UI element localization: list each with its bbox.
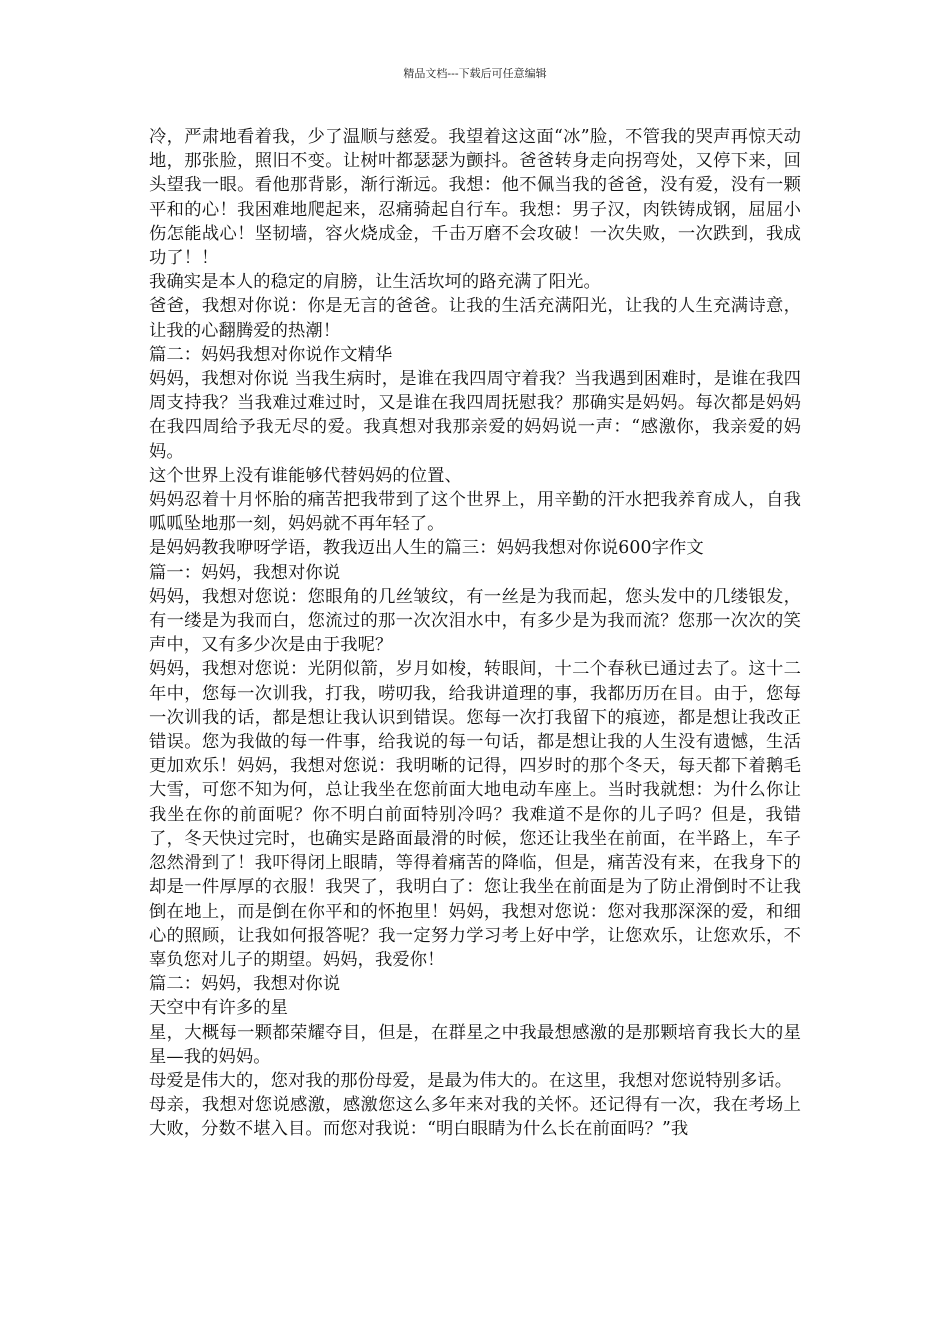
paragraph: 爸爸，我想对你说：你是无言的爸爸。让我的生活充满阳光，让我的人生充满诗意，让我的心翻腾爱的热潮！ xyxy=(149,296,801,341)
section-heading: 篇一：妈妈，我想对你说 xyxy=(149,562,341,583)
paragraph: 星，大概每一颗都荣耀夺目，但是，在群星之中我最想感激的是那颗培育我长大的星星—我的妈妈。 xyxy=(149,1022,801,1067)
paragraph: 母爱是伟大的，您对我的那份母爱，是最为伟大的。在这里，我想对您说特别多话。 xyxy=(149,1070,793,1091)
paragraph: 这个世界上没有谁能够代替妈妈的位置、 xyxy=(149,465,462,486)
paragraph: 我确实是本人的稳定的肩膀，让生活坎坷的路充满了阳光。 xyxy=(149,272,601,293)
section-heading: 篇二：妈妈，我想对你说 xyxy=(149,974,341,995)
paragraph: 是妈妈教我咿呀学语，教我迈出人生的篇三：妈妈我想对你说600字作文 xyxy=(149,538,704,559)
paragraph: 妈妈忍着十月怀胎的痛苦把我带到了这个世界上，用辛勤的汗水把我养育成人，自我呱呱坠地那一刻，妈妈就不再年轻了。 xyxy=(149,490,801,535)
document-body xyxy=(149,125,801,1142)
paragraph: 天空中有许多的星 xyxy=(149,998,289,1019)
section-heading: 篇二：妈妈我想对你说作文精华 xyxy=(149,344,393,365)
page-header: 精品文档---下载后可任意编辑 xyxy=(403,67,547,80)
paragraph: 妈妈，我想对您说：您眼角的几丝皱纹，有一丝是为我而起，您头发中的几缕银发，有一缕是为我而白，您流过的那一次次泪水中，有多少是为我而流？您那一次次的笑声中，又有多少次是由于我呢？ xyxy=(149,586,801,656)
paragraph: 母亲，我想对您说感激，感激您这么多年来对我的关怀。还记得有一次，我在考场上大败，分数不堪入目。而您对我说：“明白眼睛为什么长在前面吗？”我 xyxy=(149,1095,801,1140)
paragraph: 冷，严肃地看着我，少了温顺与慈爱。我望着这这面“冰”脸，不管我的哭声再惊天动地，那张脸，照旧不变。让树叶都瑟瑟为颤抖。爸爸转身走向拐弯处，又停下来，回头望我一眼。看他那背影，渐行渐远。我想：他不佩当我的爸爸，没有爱，没有一颗平和的心！我困难地爬起来，忍痛骑起自行车。我想：男子汉，肉铁铸成钢，屈屈小伤怎能战心！坚韧墙，容火烧成金，千击万磨不会攻破！一次失败，一次跌到，我成功了！！ xyxy=(149,127,801,269)
paragraph: 妈妈，我想对你说 当我生病时，是谁在我四周守着我？当我遇到困难时，是谁在我四周支持我？当我难过难过时，又是谁在我四周抚慰我？那确实是妈妈。每次都是妈妈在我四周给予我无尽的爱。我真想对我那亲爱的妈妈说一声：“感激你，我亲爱的妈妈。 xyxy=(149,369,801,462)
paragraph: 妈妈，我想对您说：光阴似箭，岁月如梭，转眼间，十二个春秋已通过去了。这十二年中，您每一次训我，打我，唠叨我，给我讲道理的事，我都历历在目。由于，您每一次训我的话，都是想让我认识到错误。您每一次打我留下的痕迹，都是想让我改正错误。您为我做的每一件事，给我说的每一句话，都是想让我的人生没有遗憾，生活更加欢乐！妈妈，我想对您说：我明晰的记得，四岁时的那个冬天，每天都下着鹅毛大雪，可您不知为何，总让我坐在您前面大地电动车座上。当时我就想：为什么你让我坐在你的前面呢？你不明白前面特别冷吗？我难道不是你的儿子吗？但是，我错了，冬天快过完时，也确实是路面最滑的时候，您还让我坐在前面，在半路上，车子忽然滑到了！我吓得闭上眼睛，等得着痛苦的降临，但是，痛苦没有来，在我身下的却是一件厚厚的衣服！我哭了，我明白了：您让我坐在前面是为了防止滑倒时不让我倒在地上，而是倒在你平和的怀抱里！妈妈，我想对您说：您对我那深深的爱，和细心的照顾，让我如何报答呢？我一定努力学习考上好中学，让您欢乐，让您欢乐，不辜负您对儿子的期望。妈妈，我爱你！ xyxy=(149,659,801,970)
